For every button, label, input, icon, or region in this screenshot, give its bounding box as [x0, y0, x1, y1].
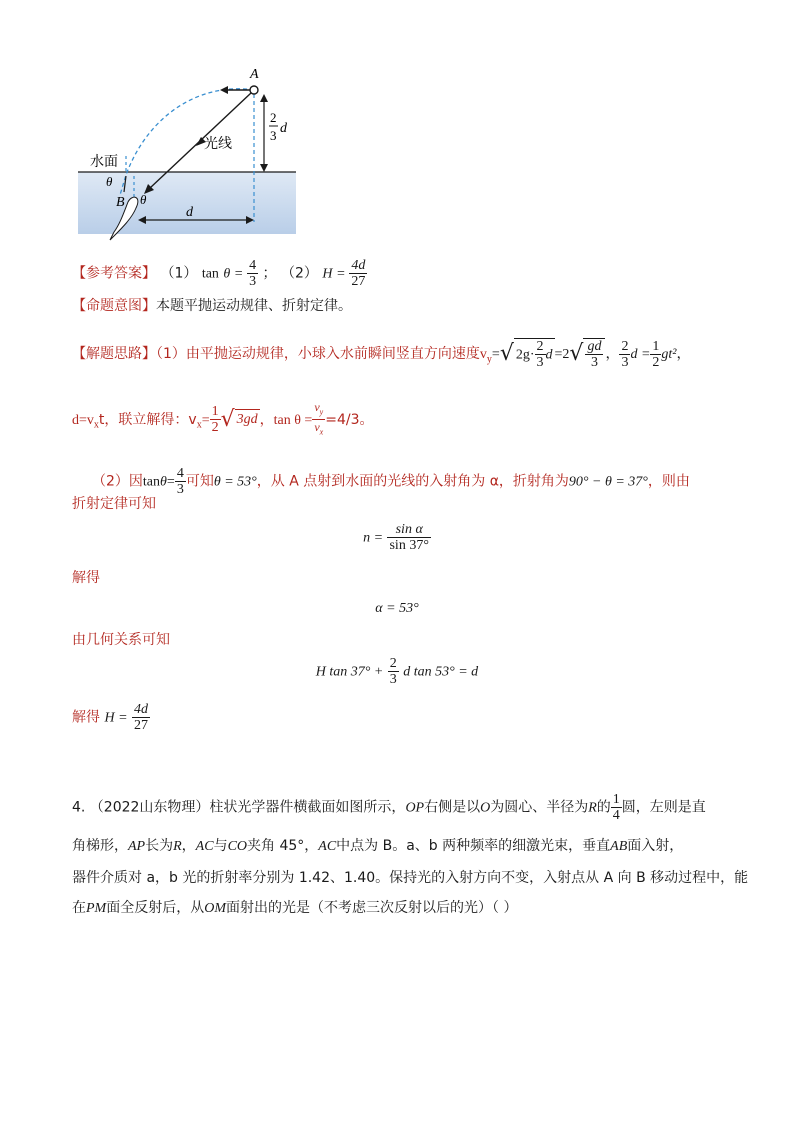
label-light: 光线 — [204, 136, 232, 152]
label-height-den: 3 — [270, 128, 277, 143]
solution-final: 解得 H = $\frac{4d}{27}$ — [72, 702, 148, 733]
answer-frac2: $\frac{4d}{27}$ — [351, 258, 366, 289]
equation-geometry: H tan 37° + $\frac{2}{3}$ d tan 53° = d — [315, 656, 479, 687]
answer-tag: 【参考答案】 — [72, 265, 156, 282]
solution-line1: 【解题思路】（1）由平抛运动规律，小球入水前瞬间竖直方向速度$v_y=√$ 2g· $\frac{2}{3}$ d =2√ $\frac{gd}{3}$ ， $\frac{2}{3}$ d = $\frac{1}{2}$ gt²， — [72, 338, 691, 370]
solution-solve1: 解得 — [72, 570, 100, 586]
label-theta-1: θ — [106, 174, 113, 189]
label-a: A — [250, 67, 259, 82]
sqrt-2: $\frac{gd}{3}$ — [583, 338, 605, 370]
height-arrow-top — [260, 94, 268, 102]
velocity-arrowhead — [220, 86, 228, 94]
solution-line2: $d=v_xt$，联立解得：$v_x=$ $\frac{1}{2}$ √ 3gd ，tan θ = $\frac{v_y}{v_x}$ =4/3。 — [72, 400, 374, 437]
label-theta-2: θ — [140, 192, 147, 207]
ball-a — [250, 86, 258, 94]
intent-tag: 【命题意图】 — [72, 298, 156, 314]
question4-line4: 在PM面全反射后，从OM面射出的光是（不考虑三次反射以后的光）（ ） — [72, 900, 518, 916]
label-b: B — [116, 195, 125, 210]
label-water: 水面 — [90, 154, 118, 170]
intent-line — [72, 296, 352, 316]
equation-n: n = $\frac{\text{sin α}}{\sin 37^\circ}$ — [363, 522, 429, 553]
answer-frac1: $\frac{4}{3}$ — [249, 258, 257, 289]
height-arrow-bottom — [260, 164, 268, 172]
answer-line: 【参考答案】 （1） tan θ = $\frac{4}{3}$ ； （2） H = $\frac{4d}{27}$ — [72, 258, 366, 289]
question4-line1: 4. （2022山东物理）柱状光学器件横截面如图所示，OP右侧是以O为圆心、半径为R的 $\frac{1}{4}$ 圆，左则是直 — [72, 792, 706, 823]
question4-line3: 器件介质对 a，b 光的折射率分别为 1.42、1.40。保持光的入射方向不变，入射点从 A 向 B 移动过程中，能 — [72, 870, 749, 886]
label-height-num: 2 — [270, 110, 277, 125]
label-distance-d: d — [186, 205, 193, 220]
equation-alpha: α = 53° — [375, 601, 419, 616]
sqrt-1: 2g· $\frac{2}{3}$ d — [515, 339, 553, 370]
physics-diagram — [70, 60, 310, 250]
label-height-var: d — [280, 121, 287, 136]
solution-part2-line: （2）因tanθ= $\frac{4}{3}$ 可知θ = 53°，从 A 点射到水面的光线的入射角为 α，折射角为90° − θ = 37°，则由 — [92, 466, 690, 497]
answer-part1: （1） — [160, 265, 198, 282]
solution-p3: 折射定律可知 — [72, 496, 156, 512]
solution-tag: 【解题思路】 — [72, 346, 156, 362]
solution-geom: 由几何关系可知 — [72, 632, 170, 648]
intent-text: 本题平抛运动规律、折射定律。 — [156, 298, 352, 314]
question4-line2: 角梯形，AP长为R，AC与CO夹角 45°，AC中点为 B。a、b 两种频率的细激光束，垂直AB面入射， — [72, 838, 684, 854]
